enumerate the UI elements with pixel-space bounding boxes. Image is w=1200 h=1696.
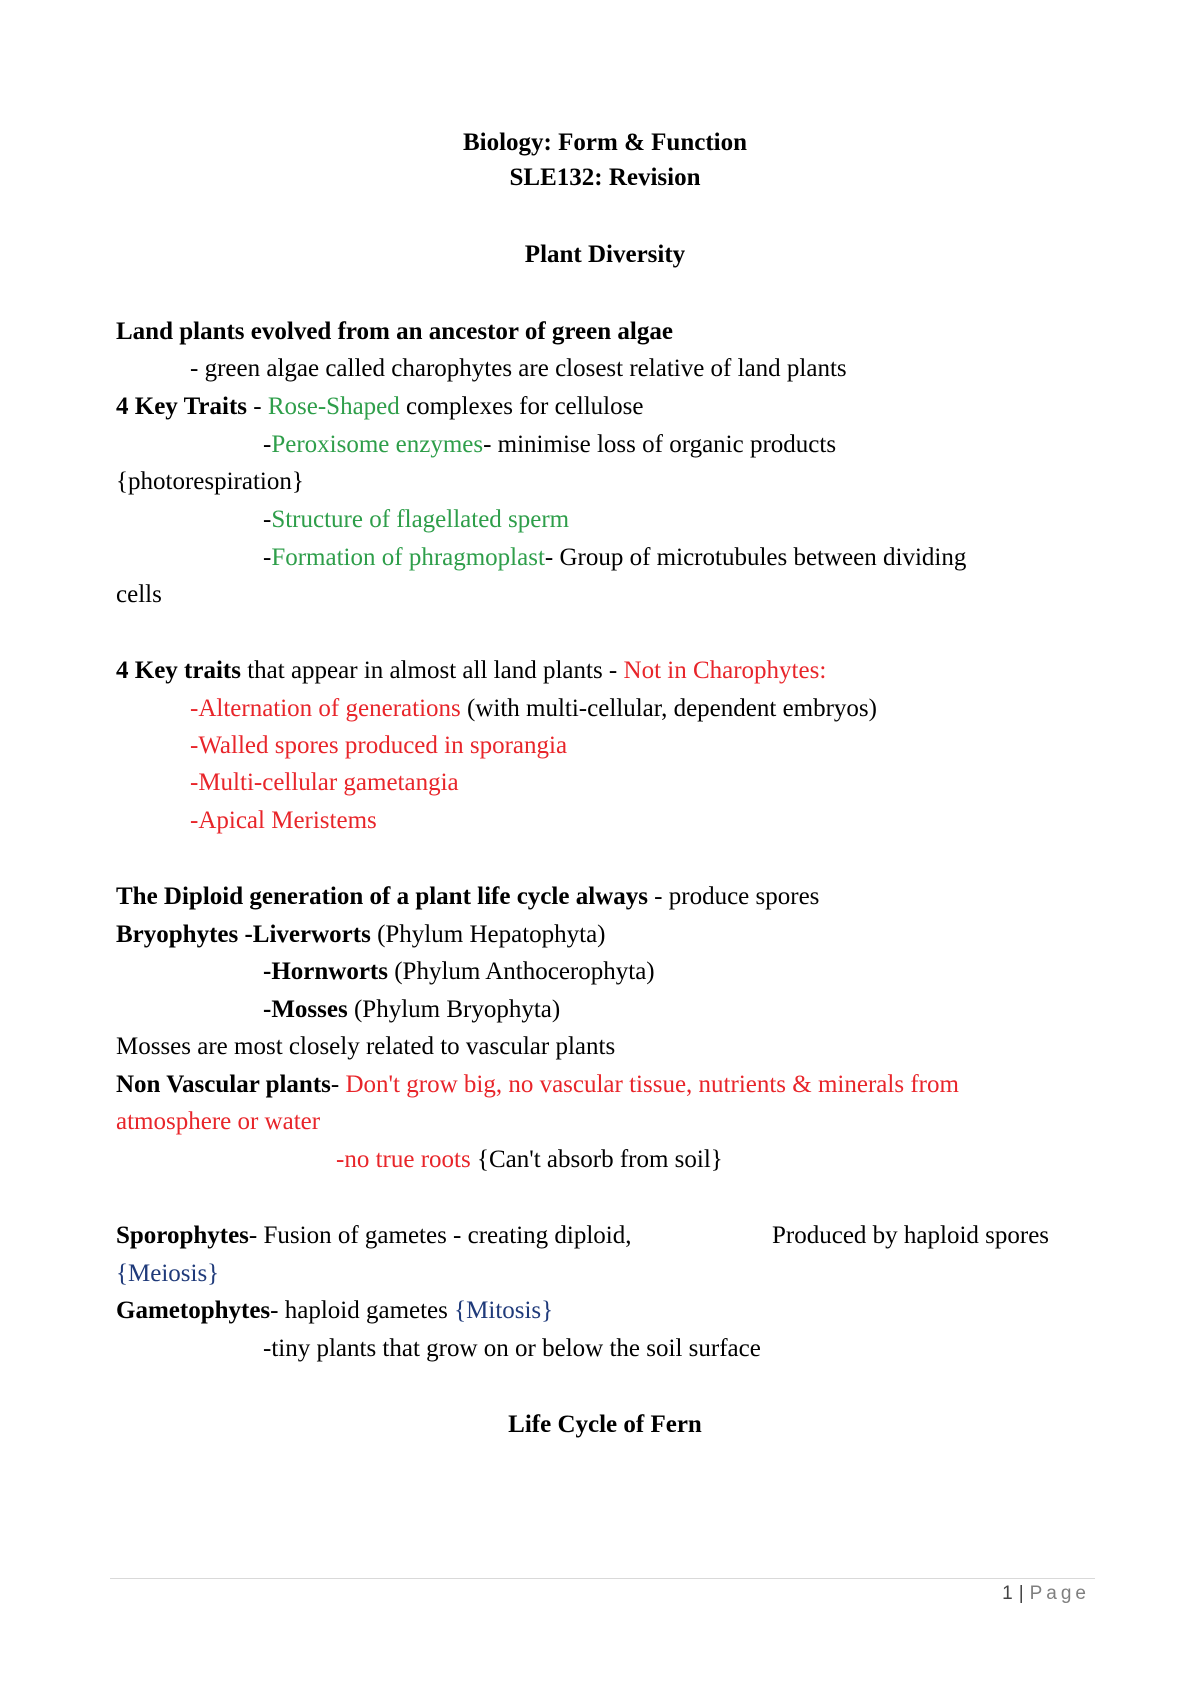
land-trait-gametangia: -Multi-cellular gametangia	[190, 769, 459, 796]
key-trait-phragmoplast-cont: cells	[116, 581, 162, 608]
section-heading-plant-diversity: Plant Diversity	[524, 241, 686, 268]
footer-separator: |	[1018, 1583, 1024, 1604]
gametophytes-note: -tiny plants that grow on or below the soil surface	[263, 1335, 761, 1362]
document-title: Biology: Form & Function	[462, 129, 747, 156]
page-footer	[1002, 1583, 1090, 1605]
key-trait-peroxisome-cont: {photorespiration}	[116, 468, 304, 495]
key-trait-phragmoplast: -Formation of phragmoplast- Group of microtubules between dividing	[263, 544, 967, 571]
land-trait-meristems: -Apical Meristems	[190, 807, 377, 834]
land-plants-heading: Land plants evolved from an ancestor of green algae	[116, 318, 673, 345]
page-number: 1	[1002, 1583, 1013, 1604]
key-traits-line: 4 Key Traits - Rose-Shaped complexes for cellulose	[116, 393, 644, 420]
gametophytes-line: Gametophytes- haploid gametes {Mitosis}	[116, 1297, 554, 1324]
key-trait-sperm: -Structure of flagellated sperm	[263, 506, 570, 533]
key-traits-land-line: 4 Key traits that appear in almost all land plants - Not in Charophytes:	[116, 657, 827, 684]
non-vascular-roots: -no true roots {Can't absorb from soil}	[336, 1146, 723, 1173]
key-trait-peroxisome: -Peroxisome enzymes- minimise loss of organic products	[263, 431, 837, 458]
bryophytes-mosses: -Mosses (Phylum Bryophyta)	[263, 996, 561, 1023]
land-plants-note: - green algae called charophytes are closest relative of land plants	[190, 355, 847, 382]
footer-divider	[110, 1578, 1095, 1579]
sporophytes-produced: Produced by haploid spores	[772, 1222, 1050, 1249]
sporophytes-line: Sporophytes- Fusion of gametes - creating diploid,	[116, 1222, 632, 1249]
sporophytes-meiosis: {Meiosis}	[116, 1260, 220, 1287]
bryophytes-hornworts: -Hornworts (Phylum Anthocerophyta)	[263, 958, 655, 985]
diploid-line: The Diploid generation of a plant life cycle always - produce spores	[116, 883, 820, 910]
land-trait-walled-spores: -Walled spores produced in sporangia	[190, 732, 568, 759]
land-trait-alternation: -Alternation of generations (with multi-cellular, dependent embryos)	[190, 695, 877, 722]
bryophytes-liverworts: Bryophytes -Liverworts (Phylum Hepatophyta)	[116, 921, 606, 948]
section-heading-fern: Life Cycle of Fern	[508, 1411, 702, 1438]
mosses-note: Mosses are most closely related to vascular plants	[116, 1033, 616, 1060]
non-vascular-cont: atmosphere or water	[116, 1108, 321, 1135]
non-vascular-line: Non Vascular plants- Don't grow big, no vascular tissue, nutrients & minerals from	[116, 1071, 959, 1098]
page-word: Page	[1029, 1583, 1090, 1604]
document-subtitle: SLE132: Revision	[509, 164, 701, 191]
